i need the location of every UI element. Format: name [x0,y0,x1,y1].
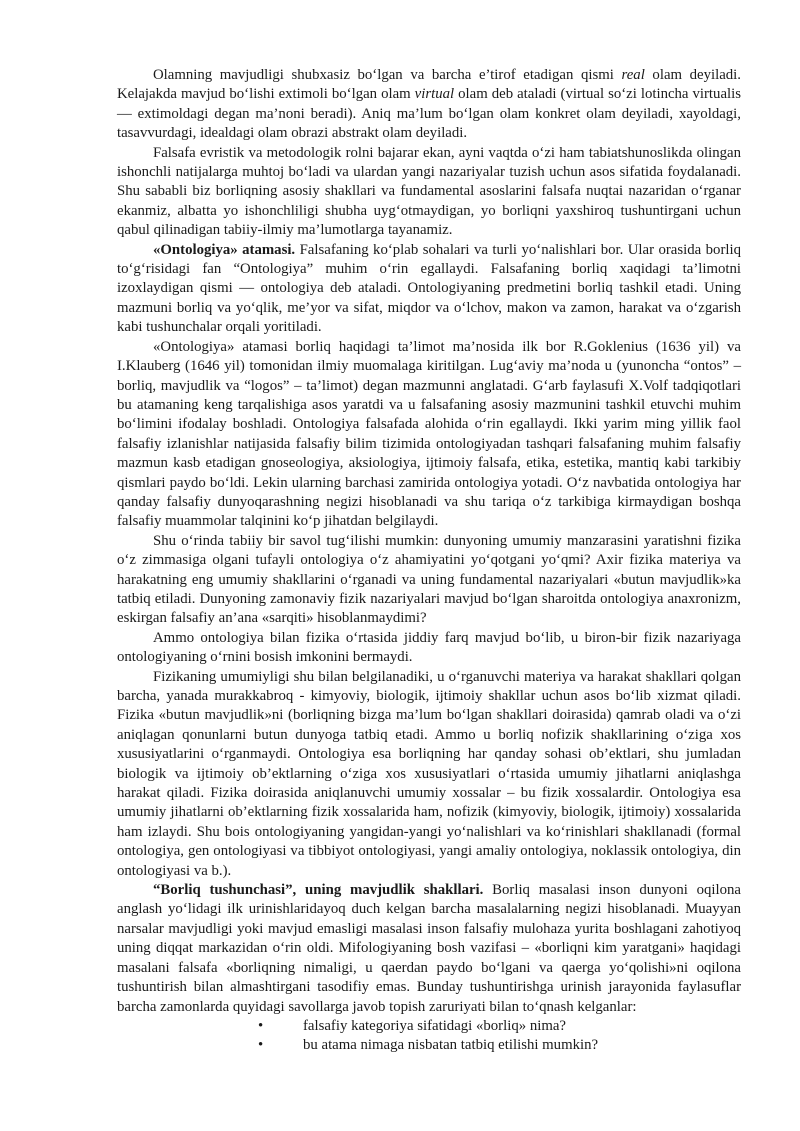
paragraph-physics-question: Shu o‘rinda tabiiy bir savol tug‘ilishi mumkin: dunyoning umumiy manzarasini yaratishni fizika o‘z zimmasiga olgani tufayli ontologiya o‘z ahamiyatini yo‘qotgani yo‘qmi? Axir fizika materiya va harakatning eng umumiy shakllarini o‘rganadi va uning fundamental nazariyalari «butun mavjudlik»ka tatbiq etiladi. Dunyoning zamonaviy fizik nazariyalari mavjud bo‘lgan sharoitda ontologiya anaxronizm, eskirgan falsafiy an’ana «sarqiti» hisoblanmaydimi? [117,532,741,627]
text-run: olam deb ataladi (virtual so‘zi lotincha virtualis — extimoldagi degan ma’noni beradi). Aniq ma’lum bo‘lgan olam konkret olam deyiladi, xayoldagi, tasavvurdagi, idealdagi olam obrazi abstrakt olam deyiladi. [117,86,741,142]
paragraph-ontology-vs-physics: Ammo ontologiya bilan fizika o‘rtasida jiddiy farq mavjud bo‘lib, u biron-bir fizik nazariyaga ontologiyaning o‘rnini bosish imkonini bermaydi. [117,629,741,666]
paragraph-ontology-history: «Ontologiya» atamasi borliq haqidagi ta’limot ma’nosida ilk bor R.Goklenius (1636 yil) va I.Klauberg (1646 yil) tomonidan ilmiy muomalaga kiritilgan. Lug‘aviy ma’noda u (yunoncha “ontos” – borliq, mavjudlik va “logos” – ta’limot) degan mazmunni anglatadi. G‘arb faylasufi X.Volf tadqiqotlari bu atamaning keng tarqalishiga asos yaratdi va u falsafaning asosiy mazmunini tashkil etuvchi muhim bo‘limini ifodalay boshladi. Ontologiya falsafada alohida o‘rin egallaydi. Ikki yarim ming yillik faol falsafiy izlanishlar natijasida falsafiy bilim tizimida ontologiyadan tashqari falsafaning muhim falsafiy mazmun kasb etadigan gnoseologiya, aksiologiya, ijtimoiy falsafa, etika, estetika, mantiq kabi tarkibiy qismlari paydo bo‘ldi. Lekin ularning barchasi zamirida ontologiya yotadi. O‘z navbatida ontologiya har qanday falsafiy dunyoqarashning negizi hisoblanadi va shu tariqa o‘z tarkibiga kirmaydigan boshqa falsafiy muammolar talqinini ko‘p jihatdan belgilaydi. [117,338,741,530]
bullet-icon: • [258,1037,264,1054]
section-heading-being: “Borliq tushunchasi”, uning mavjudlik shakllari. [153,882,484,899]
paragraph-ontology-term [117,241,741,338]
paragraph-philosophy-role: Falsafa evristik va metodologik rolni bajarar ekan, ayni vaqtda o‘zi ham tabiatshunoslikda olingan ishonchli natijalarga muhtoj bo‘ladi va ulardan yangi nazariyalar tuzish uchun asos sifatida foydalanadi. Shu sababli biz borliqning asosiy shakllari va fundamental asoslarini falsafa nuqtai nazaridan o‘rganar ekanmiz, albatta yo ishonchliligi shubha uyg‘otmaydigan, yo borliqni yaxshiroq tushuntirgani uchun qabul qilinadigan tabiiy-ilmiy ma’lumotlarga tayanamiz. [117,144,741,239]
list-item-text: falsafiy kategoriya sifatidagi «borliq» nima? [303,1017,566,1034]
section-heading-ontology: «Ontologiya» atamasi. [153,241,296,258]
question-list [117,1017,741,1056]
paragraph-being-concept [117,881,741,1017]
bullet-icon: • [258,1017,264,1034]
document-page [117,66,741,1056]
text-run: Borliq masalasi inson dunyoni oqilona anglash yo‘lidagi ilk urinishlaridayoq duch kelgan barcha masalalarning negizi hisoblanadi. Muayyan narsalar mavjudligi yoki mavjud emasligi masalasi inson falsafiy mulohaza yurita boshlagani zahotiyoq uning diqqat markazidan o‘rin oldi. Mifologiyaning bosh vazifasi – «borliqni kim yaratgani» haqidagi masalani falsafa «borliqning nimaligi, u qaerdan paydo bo‘lgani va qaerga yo‘qolishi»ni oqilona tushuntirish bilan almashtirgani tasodifiy emas. Bunday tushuntirishga urinish jarayonida faylasuflar barcha zamonlarda quyidagi savollarga javob topish zaruriyati bilan to‘qnash kelganlar: [117,882,741,1015]
term-virtual: virtual [414,86,455,103]
text-run: Falsafaning ko‘plab sohalari va turli yo‘nalishlari bor. Ular orasida borliq to‘g‘risidagi fan “Ontologiya” muhim o‘rin egallaydi. Falsafaning borliq xaqidagi ta’limotni izoxlaydigan qismi — ontologiya deb ataladi. Ontologiyaning predmetini borliq tashkil etadi. Uning mazmuni borliq va yo‘qlik, me’yor va sifat, miqdor va o‘lchov, makon va zamon, harakat va o‘zgarish kabi tushunchalar orqali yoritiladi. [117,241,741,336]
list-item [258,1036,741,1055]
paragraph-physics-generality: Fizikaning umumiyligi shu bilan belgilanadiki, u o‘rganuvchi materiya va harakat shakllari qolgan barcha, yanada murakkabroq - kimyoviy, biologik, ijtimoiy shakllar uchun asos bo‘lib xizmat qiladi. Fizika «butun mavjudlik»ni (borliqning bizga ma’lum bo‘lgan shakllari doirasida) qamrab oladi va o‘zi aniqlagan qonunlarni butun dunyoga tatbiq etadi. Ammo u borliq nofizik shakllarining o‘ziga xos xususiyatlarini o‘rganmaydi. Ontologiya esa borliqning har qanday sohasi ob’ektlari, shu jumladan biologik va ijtimoiy ob’ektlarning o‘ziga xos xususiyatlari o‘rtasida umumiy jihatlarni aniqlashga harakat qiladi. Fizika doirasida aniqlanuvchi umumiy xossalar – bu fizik xossalardir. Ontologiya esa umumiy jihatlarni ob’ektlarning fizik xossalarida ham, nofizik (kimyoviy, biologik, ijtimoiy) xossalarida ham izlaydi. Shu bois ontologiyaning yangidan-yangi yo‘nalishlari va ko‘rinishlari shakllanadi (formal ontologiya, gen ontologiyasi va tibbiyot ontologiyasi, yangi amaliy ontologiya, noklassik ontologiya, din ontologiyasi va b.). [117,668,741,879]
text-run: Olamning mavjudligi shubxasiz bo‘lgan va barcha e’tirof etadigan qismi [153,67,622,83]
text-run: olam deyiladi. Kelajakda mavjud bo‘lishi extimoli bo‘lgan olam [117,67,741,103]
term-real: real [621,67,645,83]
paragraph-real-virtual [117,66,741,144]
list-item [258,1017,741,1036]
list-item-text: bu atama nimaga nisbatan tatbiq etilishi mumkin? [303,1037,599,1054]
